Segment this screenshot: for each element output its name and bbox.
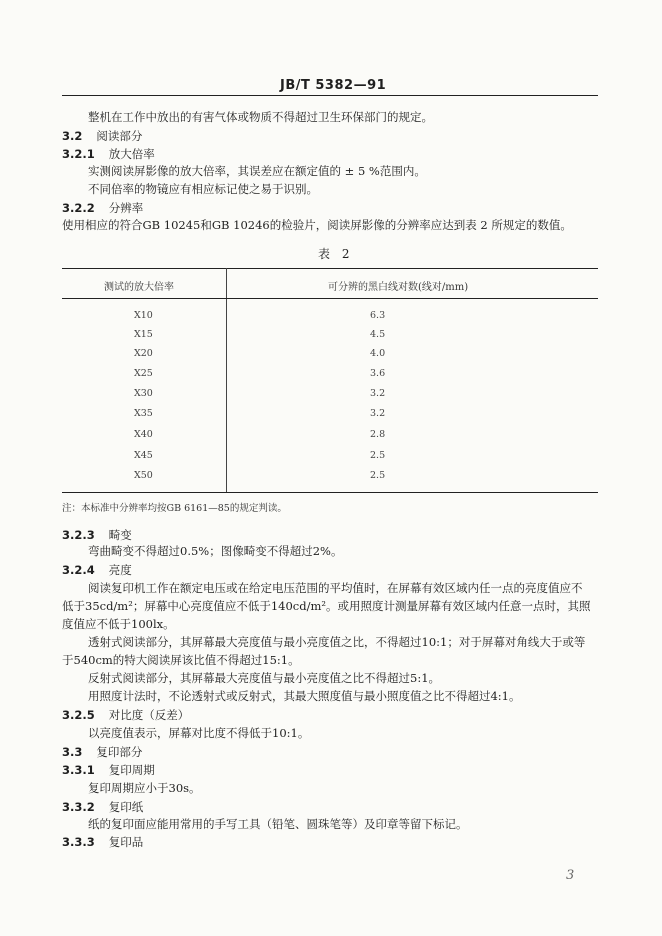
magnification-cell: X50 (134, 470, 153, 481)
paragraph-line: 度值应不低于100lx。 (62, 617, 175, 631)
paragraph-line: 透射式阅读部分，其屏幕最大亮度值与最小亮度值之比，不得超过10:1；对于屏幕对角线大于或等 (88, 635, 586, 649)
section-title: 复印纸 (108, 800, 144, 814)
section-title: 亮度 (108, 563, 132, 577)
section-number: 3.2.4 (62, 563, 95, 577)
section-3-2-3-heading (62, 527, 132, 543)
section-3-2-2-heading (62, 200, 143, 216)
section-3-2-4-heading (62, 562, 132, 578)
section-3-2-heading (62, 128, 142, 144)
paragraph-line: 弯曲畸变不得超过0.5%；图像畸变不得超过2%。 (88, 544, 343, 558)
paragraph-line: 不同倍率的物镜应有相应标记使之易于识别。 (88, 182, 318, 196)
header-rule (62, 95, 598, 96)
section-number: 3.3 (62, 745, 83, 759)
resolution-cell: 3.2 (370, 408, 386, 419)
table-header-rule (62, 298, 598, 299)
resolution-cell: 4.0 (370, 348, 386, 359)
section-number: 3.2.1 (62, 147, 95, 161)
section-3-3-heading (62, 744, 142, 760)
section-number: 3.3.3 (62, 835, 95, 849)
magnification-cell: X15 (134, 329, 153, 340)
section-title: 阅读部分 (96, 129, 143, 143)
resolution-cell: 3.6 (370, 368, 386, 379)
section-title: 放大倍率 (108, 147, 155, 161)
table-top-rule (62, 268, 598, 269)
section-title: 复印部分 (96, 745, 143, 759)
table-bottom-rule (62, 492, 598, 493)
section-number: 3.2.3 (62, 528, 95, 542)
section-number: 3.3.2 (62, 800, 95, 814)
section-number: 3.2.2 (62, 201, 95, 215)
page-number: 3 (566, 868, 575, 883)
table-column-divider (226, 268, 227, 492)
magnification-cell: X20 (134, 348, 153, 359)
resolution-cell: 2.5 (370, 470, 386, 481)
resolution-cell: 3.2 (370, 388, 386, 399)
section-title: 畸变 (108, 528, 132, 542)
resolution-cell: 4.5 (370, 329, 386, 340)
section-3-2-5-heading (62, 707, 189, 723)
magnification-cell: X40 (134, 429, 153, 440)
magnification-cell: X30 (134, 388, 153, 399)
magnification-cell: X10 (134, 310, 153, 321)
table-note: 注：本标准中分辨率均按GB 6161—85的规定判读。 (62, 503, 287, 514)
paragraph-line: 纸的复印面应能用常用的手写工具（铅笔、圆珠笔等）及印章等留下标记。 (88, 817, 468, 831)
paragraph-line: 实测阅读屏影像的放大倍率，其误差应在额定值的 ± 5 %范围内。 (88, 164, 426, 178)
section-number: 3.3.1 (62, 763, 95, 777)
section-title: 复印周期 (108, 763, 155, 777)
section-title: 对比度（反差） (108, 708, 190, 722)
paragraph-line: 使用相应的符合GB 10245和GB 10246的检验片，阅读屏影像的分辨率应达到表 2 所规定的数值。 (62, 218, 572, 232)
paragraph-line: 阅读复印机工作在额定电压或在给定电压范围的平均值时，在屏幕有效区域内任一点的亮度值应不 (88, 581, 583, 595)
section-title: 分辨率 (108, 201, 144, 215)
paragraph-line: 低于35cd/m²；屏幕中心亮度值应不低于140cd/m²。或用照度计测量屏幕有效区域内任意一点时，其照 (62, 599, 591, 613)
section-3-3-2-heading (62, 799, 143, 815)
table-header-magnification: 测试的放大倍率 (104, 282, 174, 293)
resolution-cell: 2.5 (370, 450, 386, 461)
resolution-cell: 2.8 (370, 429, 386, 440)
section-number: 3.2.5 (62, 708, 95, 722)
magnification-cell: X45 (134, 450, 153, 461)
magnification-cell: X35 (134, 408, 153, 419)
magnification-cell: X25 (134, 368, 153, 379)
paragraph-line: 以亮度值表示，屏幕对比度不得低于10:1。 (88, 726, 310, 740)
paragraph-line: 反射式阅读部分，其屏幕最大亮度值与最小亮度值之比不得超过5:1。 (88, 671, 441, 685)
paragraph-line: 复印周期应小于30s。 (88, 781, 201, 795)
table-caption: 表 2 (318, 247, 354, 261)
paragraph-line: 用照度计法时，不论透射式或反射式，其最大照度值与最小照度值之比不得超过4:1。 (88, 689, 521, 703)
section-title: 复印品 (108, 835, 144, 849)
section-3-3-3-heading (62, 834, 143, 850)
section-3-2-1-heading (62, 146, 155, 162)
intro-paragraph: 整机在工作中放出的有害气体或物质不得超过卫生环保部门的规定。 (88, 110, 433, 124)
standard-number: JB/T 5382—91 (280, 78, 387, 93)
section-3-3-1-heading (62, 762, 155, 778)
section-number: 3.2 (62, 129, 83, 143)
table-header-resolution: 可分辨的黑白线对数(线对/mm) (328, 282, 469, 293)
paragraph-line: 于540cm的特大阅读屏该比值不得超过15:1。 (62, 653, 300, 667)
resolution-cell: 6.3 (370, 310, 386, 321)
